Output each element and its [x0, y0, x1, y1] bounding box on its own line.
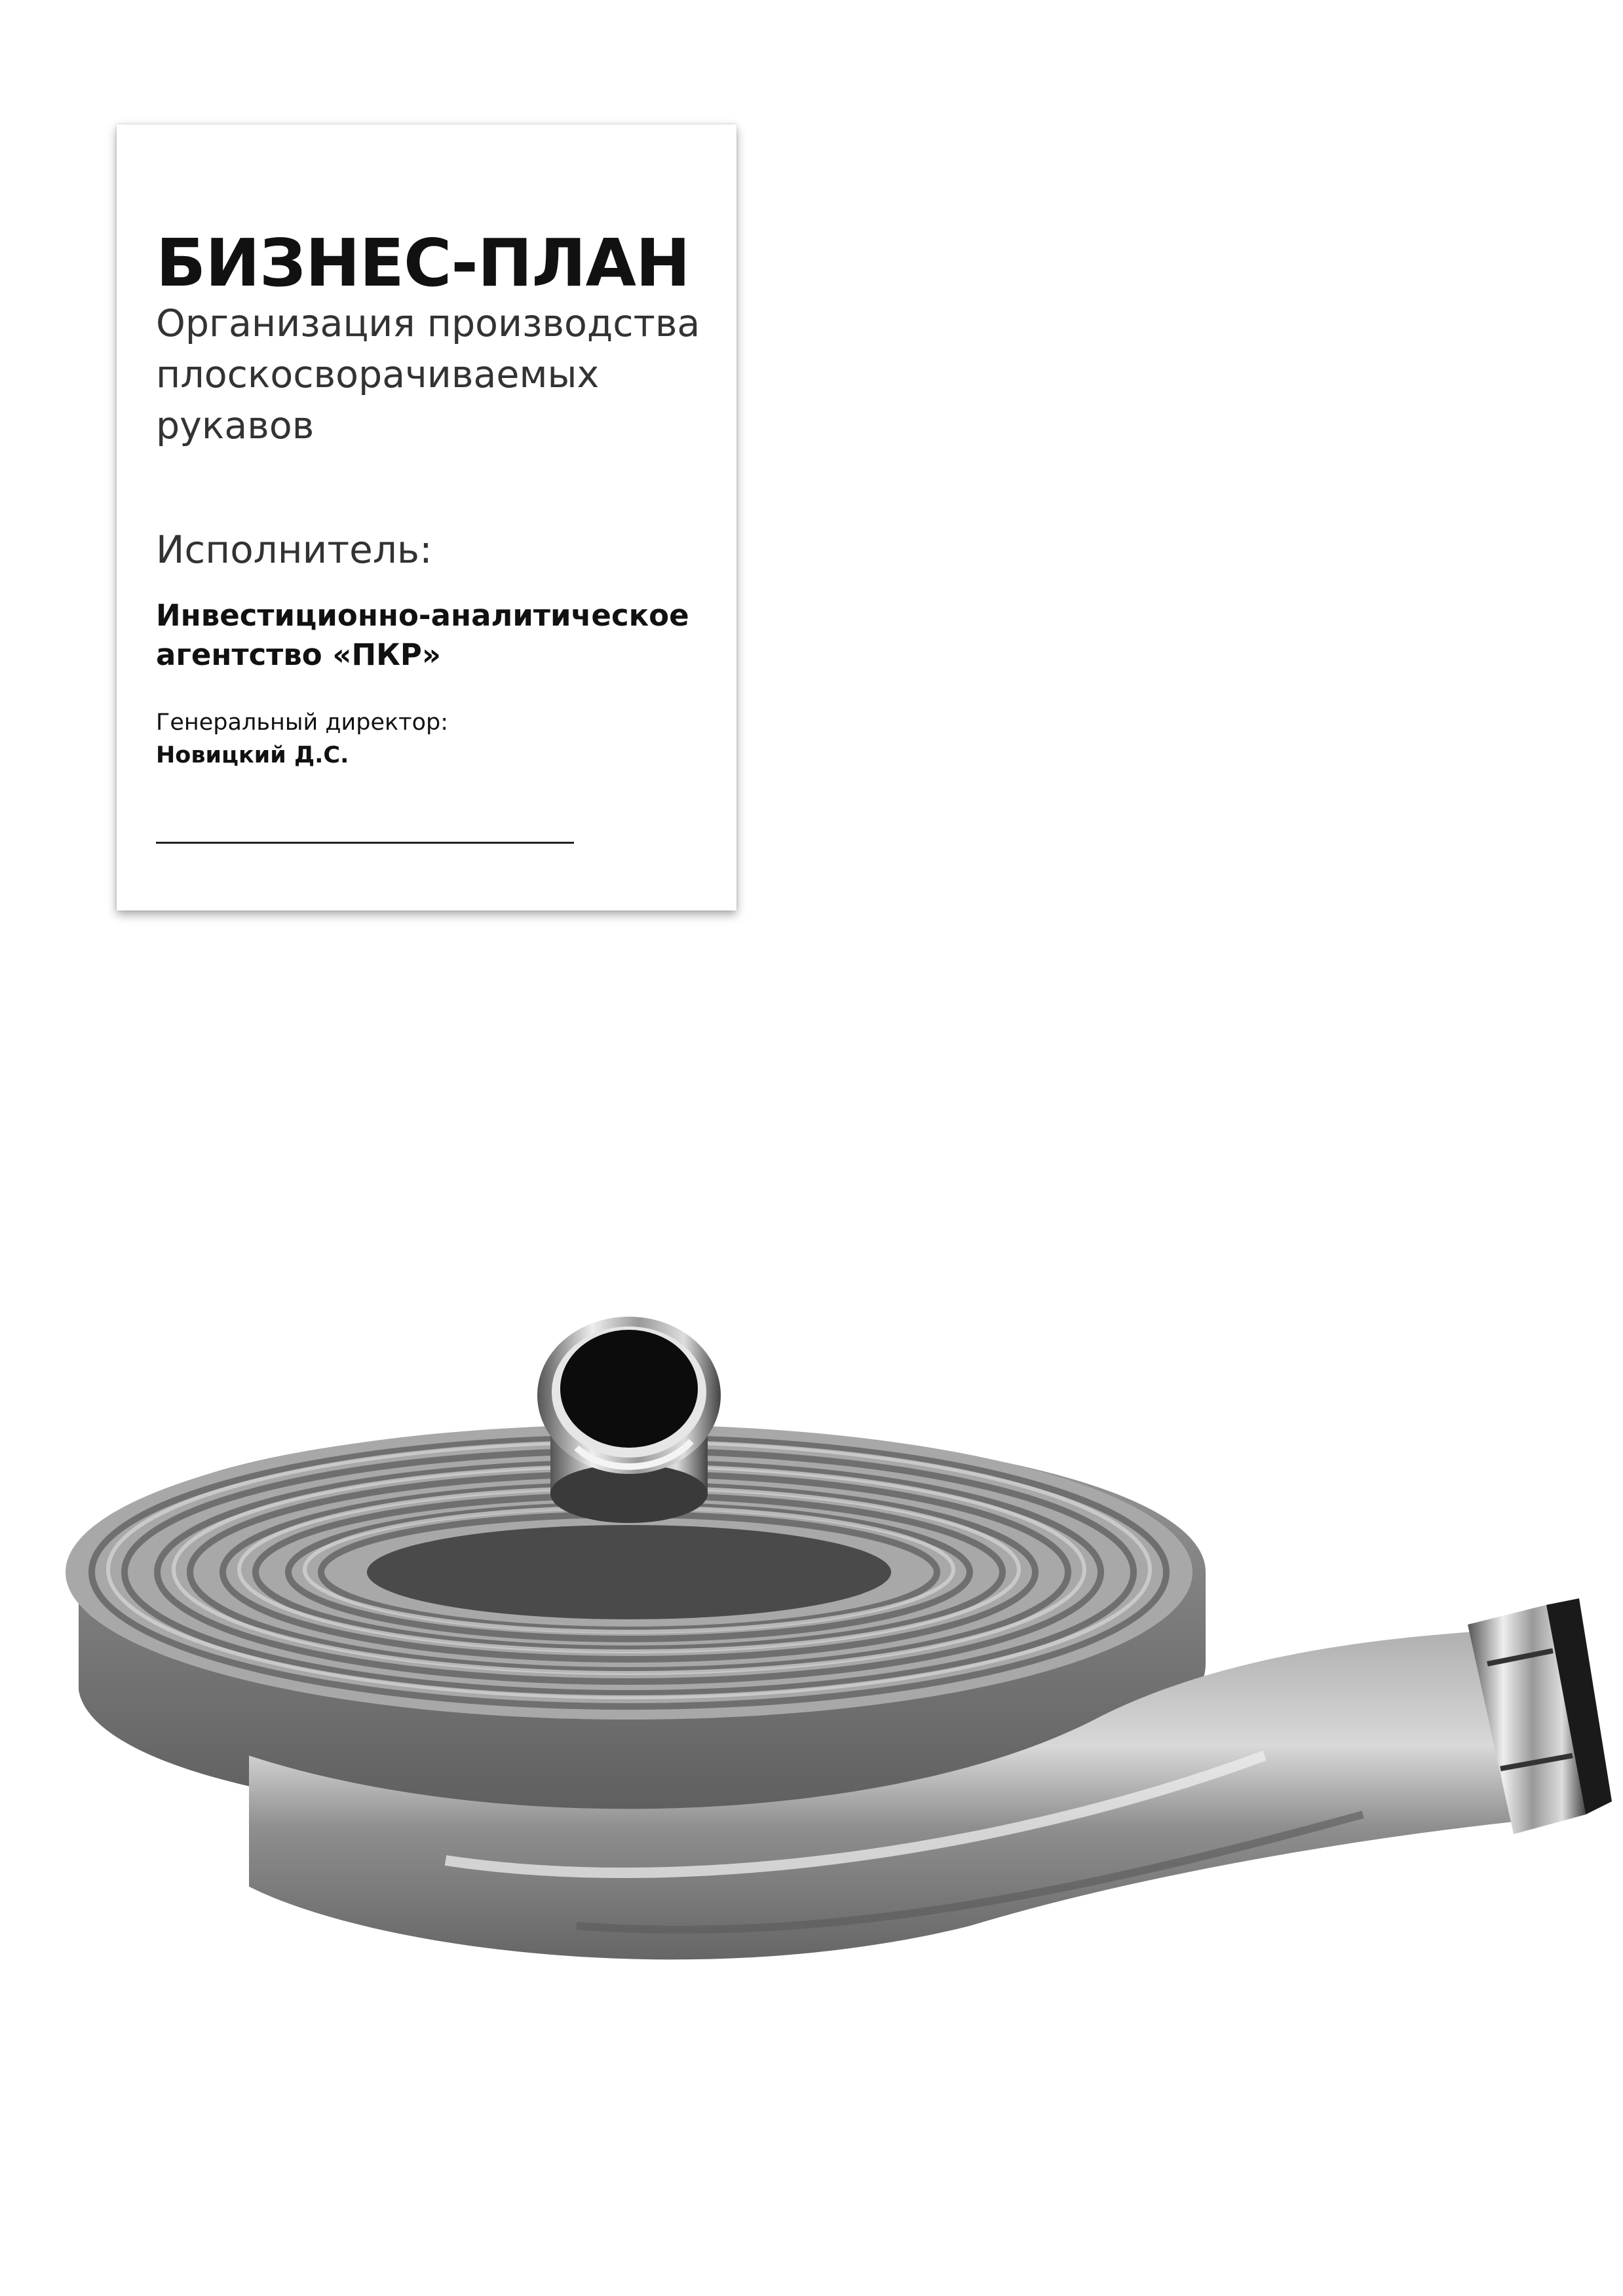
director-label: Генеральный директор:	[156, 709, 448, 736]
fire-hose-coil-icon	[52, 1297, 1612, 1998]
executor-organization: Инвестиционно-аналитическое агентство «ПКР»	[156, 598, 689, 672]
executor-label: Исполнитель:	[156, 527, 432, 572]
title-card	[117, 124, 736, 911]
signature-line	[156, 842, 574, 844]
document-subtitle: Организация производства плоскосворачиваемых рукавов	[156, 302, 700, 447]
document-title: БИЗНЕС-ПЛАН	[156, 225, 690, 301]
director-name: Новицкий Д.С.	[156, 742, 349, 768]
